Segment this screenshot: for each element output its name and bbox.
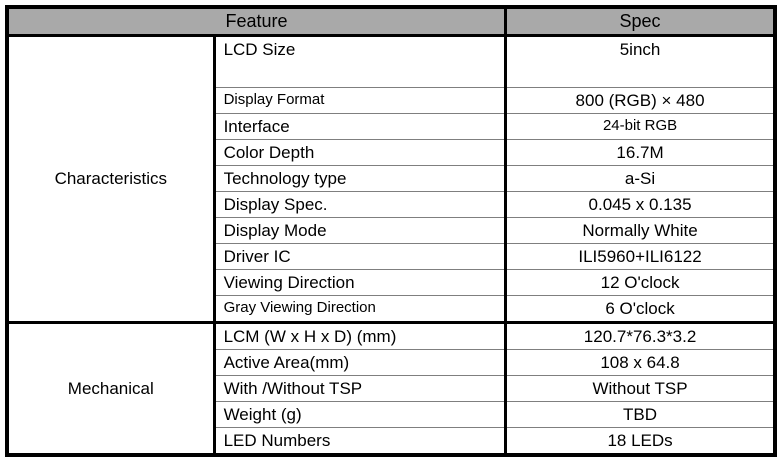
feature-cell: With /Without TSP bbox=[214, 376, 506, 402]
feature-cell: LCM (W x H x D) (mm) bbox=[214, 323, 506, 350]
header-row bbox=[7, 7, 775, 36]
spec-cell: 0.045 x 0.135 bbox=[506, 192, 775, 218]
spec-table-body bbox=[7, 36, 775, 456]
spec-cell: 5inch bbox=[506, 36, 775, 88]
feature-cell: LCD Size bbox=[214, 36, 506, 88]
feature-cell: Driver IC bbox=[214, 244, 506, 270]
spec-cell: 24-bit RGB bbox=[506, 114, 775, 140]
feature-cell: Display Format bbox=[214, 88, 506, 114]
spec-cell: ILI5960+ILI6122 bbox=[506, 244, 775, 270]
spec-cell: 108 x 64.8 bbox=[506, 350, 775, 376]
feature-cell: Weight (g) bbox=[214, 402, 506, 428]
group-cell: Characteristics bbox=[7, 36, 214, 323]
header-spec: Spec bbox=[506, 7, 775, 36]
spec-cell: 12 O'clock bbox=[506, 270, 775, 296]
spec-cell: TBD bbox=[506, 402, 775, 428]
spec-cell: Normally White bbox=[506, 218, 775, 244]
group-cell: Mechanical bbox=[7, 323, 214, 456]
spec-cell: a-Si bbox=[506, 166, 775, 192]
feature-cell: Gray Viewing Direction bbox=[214, 296, 506, 323]
feature-cell: Active Area(mm) bbox=[214, 350, 506, 376]
table-row bbox=[7, 323, 775, 350]
feature-cell: Viewing Direction bbox=[214, 270, 506, 296]
table-row bbox=[7, 36, 775, 88]
spec-table bbox=[5, 5, 777, 457]
spec-cell: Without TSP bbox=[506, 376, 775, 402]
feature-cell: Display Mode bbox=[214, 218, 506, 244]
feature-cell: LED Numbers bbox=[214, 428, 506, 456]
spec-cell: 6 O'clock bbox=[506, 296, 775, 323]
feature-cell: Display Spec. bbox=[214, 192, 506, 218]
spec-cell: 800 (RGB) × 480 bbox=[506, 88, 775, 114]
header-feature: Feature bbox=[7, 7, 506, 36]
spec-cell: 16.7M bbox=[506, 140, 775, 166]
feature-cell: Technology type bbox=[214, 166, 506, 192]
feature-cell: Color Depth bbox=[214, 140, 506, 166]
spec-cell: 120.7*76.3*3.2 bbox=[506, 323, 775, 350]
feature-cell: Interface bbox=[214, 114, 506, 140]
spec-cell: 18 LEDs bbox=[506, 428, 775, 456]
